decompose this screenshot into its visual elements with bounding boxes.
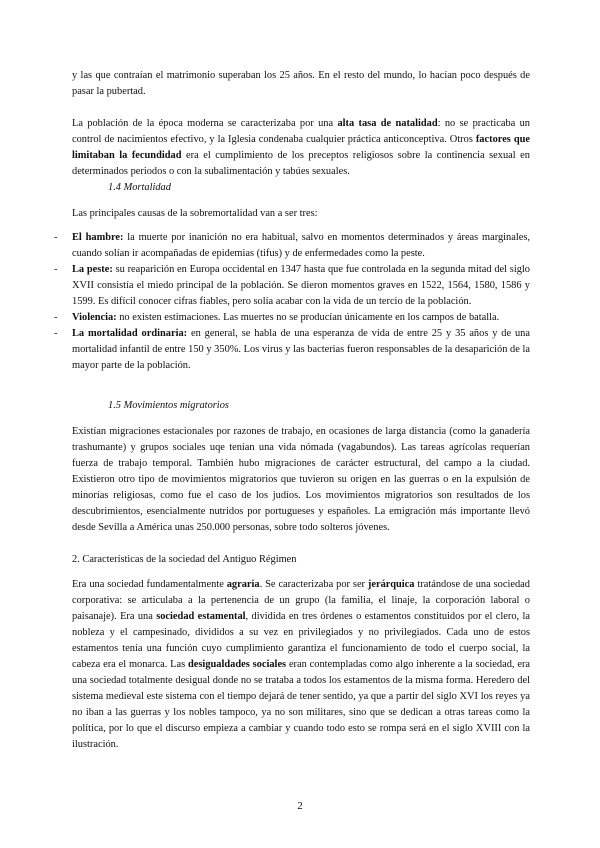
text-run: Era una sociedad fundamentalmente [72,579,227,590]
text-run: su reaparición en Europa occidental en 1347 hasta que fue controlada en la segunda mitad del siglo XVII consistía el miedo principal de la población. Se dieron momentos graves en 1522, 1564, 1580, 1586 y 1599. Es difícil conocer cifras fiables, pero solía acabar con la vida de un tercio de la población. [72,264,530,307]
text-run: . Se caracterizaba por ser [259,579,368,590]
bold-run: agraria [226,579,260,590]
list-item [54,230,530,262]
list-item [54,326,530,374]
bold-run: desigualdades sociales [188,659,287,670]
text-run: , dividida en tres órdenes o estamentos constituidos por el clero, la nobleza y el campesinado, divididos a su vez en privilegiados y no privilegiados. Cada uno de estos estamentos tenía una función cuyo cumplimiento garantiza el funcionamiento de todo el cuerpo social, la cabeza era el monarca. Las [72,611,530,670]
text-run: la muerte por inanición no era habitual, salvo en momentos determinados y áreas marginales, cuando solían ir acompañadas de epidemias (tifus) y de enfermedades como la peste. [72,232,530,259]
dash-marker: - [54,328,58,339]
paragraph-migraciones: Existían migraciones estacionales por razones de trabajo, en ocasiones de larga distancia (como la ganadería trashumante) y grupos sociales uqe tenían una vida nómada (vagabundos). Las tareas agrícolas requerían fuerza de trabajo temporal. También hubo migraciones de carácter estructural, del campo a la ciudad. Existieron otro tipo de movimientos migratorios que tuvieron su origen en las guerras o en la expulsión de minorías religiosas, como fue el caso de los judíos. Los movimientos migratorios son resultados de los descubrimientos, esencialmente nutridos por portugueses y españoles. La emigración más importante llevó desde Sevilla a América unas 250.000 personas, sobre todo solteros jóvenes. [72,426,530,533]
list-item [54,310,530,326]
bold-run: jerárquica [367,579,415,590]
paragraph-natalidad [72,116,530,180]
bold-run: Violencia: [72,312,117,323]
text-run: era el cumplimiento de los preceptos religiosos sobre la continencia sexual en determinados periodos o con la subalimentación y tabúes sexuales. [72,150,530,177]
bold-run: El hambre: [72,232,124,243]
bold-run: La peste: [72,264,113,275]
section-heading-sociedad: 2. Características de la sociedad del Antiguo Régimen [72,554,297,565]
text-run: La población de la época moderna se caracterizaba por una [72,118,338,129]
bold-run: sociedad estamental [156,611,246,622]
dash-marker: - [54,232,58,243]
paragraph-intro: y las que contraían el matrimonio superaban los 25 años. En el resto del mundo, lo hacían poco después de pasar la pubertad. [72,70,530,97]
section-heading-migraciones: 1.5 Movimientos migratorios [108,400,229,411]
section-heading-mortalidad: 1.4 Mortalidad [108,182,171,193]
page-number: 2 [297,800,303,812]
text-run: eran contempladas como algo inherente a la sociedad, era una sociedad totalmente desigual donde no se trataba a todos los estamentos de la misma forma. Heredero del sistema medieval este sistema con el tiempo dejará de tener sentido, ya que a partir del siglo XVI los reyes ya no iban a las guerras y los nobles tampoco, ya no son militares, sino que se dedican a otras tareas como la política, por lo que el discurso empieza a cambiar y cuando todo esto se rompa será en el siglo XVIII con la ilustración. [72,659,531,750]
paragraph-causas: Las principales causas de la sobremortalidad van a ser tres: [72,208,318,219]
bold-run: alta tasa de natalidad [337,118,438,129]
mortality-causes-list [54,230,530,374]
text-run: tratándose de una sociedad corporativa: se articulaba a la pertenencia de un grupo (la familia, el linaje, la corporación laboral o paisanaje). Era una [72,579,530,622]
paragraph-sociedad [72,577,530,753]
bold-run: La mortalidad ordinaria: [72,328,188,339]
dash-marker: - [54,312,58,323]
text-run: no existen estimaciones. Las muertes no se producían únicamente en los campos de batalla. [116,312,500,323]
dash-marker: - [54,264,58,275]
text-run: en general, se habla de una esperanza de vida de entre 25 y 35 años y de una mortalidad infantil de entre 150 y 350%. Los virus y las bacterias fueron responsables de la desaparición de la mayor parte de la población. [72,328,530,371]
text-run: : no se practicaba un control de nacimientos efectivo, y la Iglesia condenaba cualquier práctica anticonceptiva. Otros [72,118,530,145]
bold-run: factores que limitaban la fecundidad [72,134,530,161]
list-item [54,262,530,310]
